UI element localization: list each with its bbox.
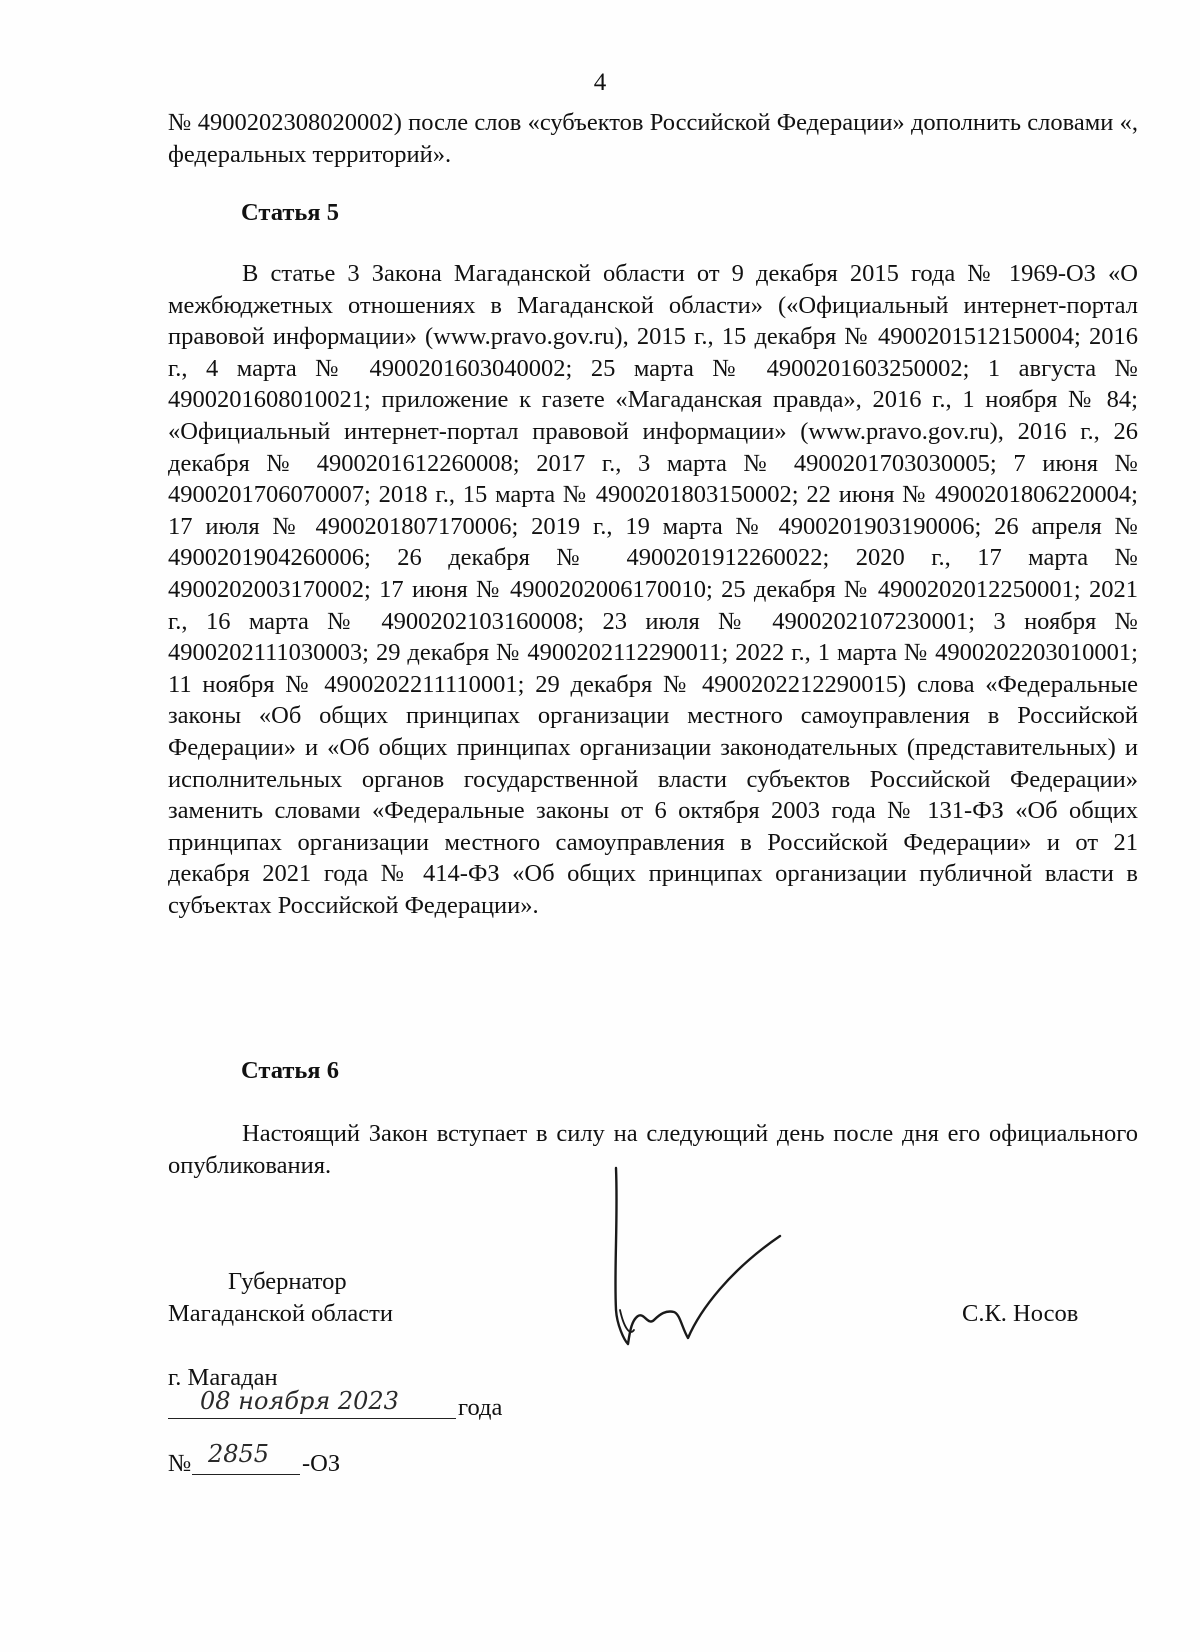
article-6-heading: Статья 6 [241, 1057, 339, 1084]
number-prefix: № [168, 1450, 192, 1477]
signatory-title-line2: Магаданской области [168, 1300, 393, 1327]
intro-text: № 4900202308020002) после слов «субъектов Российской Федерации» дополнить словами «, федеральных территорий». [168, 109, 1138, 168]
handwritten-signature [600, 1160, 800, 1360]
date-underline [168, 1418, 456, 1419]
signatory-title-line1: Губернатор [228, 1268, 347, 1295]
year-suffix: года [458, 1394, 503, 1421]
intro-paragraph [168, 107, 1138, 170]
article-6-text: Настоящий Закон вступает в силу на следующий день после дня его официального опубликования. [168, 1120, 1138, 1179]
number-suffix: -ОЗ [302, 1450, 341, 1477]
number-handwritten: 2855 [208, 1440, 270, 1468]
page-number: 4 [593, 69, 607, 96]
article-5-heading: Статья 5 [241, 199, 339, 226]
article-5-paragraph [168, 258, 1138, 921]
date-handwritten: 08 ноября 2023 [200, 1387, 399, 1415]
city: г. Магадан [168, 1364, 278, 1391]
article-5-text: В статье 3 Закона Магаданской области от 9 декабря 2015 года № 1969-ОЗ «О межбюджетных отношениях в Магаданской области» («Официальный интернет-портал правовой информации» (www.pravo.gov.ru), 2015 г., 15 декабря № 4900201512150004; 2016 г., 4 марта № 4900201603040002; 25 марта № 4900201603250002; 1 августа № 4900201608010021; приложение к газете «Магаданская правда», 2016 г., 1 ноября № 84; «Официальный интернет-портал правовой информации» (www.pravo.gov.ru), 2016 г., 26 декабря № 4900201612260008; 2017 г., 3 марта № 4900201703030005; 7 июня № 4900201706070007; 2018 г., 15 марта № 4900201803150002; 22 июня № 4900201806220004; 17 июля № 4900201807170006; 2019 г., 19 марта № 4900201903190006; 26 апреля № 4900201904260006; 26 декабря № 4900201912260022; 2020 г., 17 марта № 4900202003170002; 17 июня № 4900202006170010; 25 декабря № 4900202012250001; 2021 г., 16 марта № 4900202103160008; 23 июля № 4900202107230001; 3 ноября № 4900202111030003; 29 декабря № 4900202112290011; 2022 г., 1 марта № 4900202203010001; 11 ноября № 4900202211110001; 29 декабря № 4900202212290015) слова «Федеральные законы «Об общих принципах организации местного самоуправления в Российской Федерации» и «Об общих принципах организации законодательных (представительных) и исполнительных органов государственной власти субъектов Российской Федерации» заменить словами «Федеральные законы от 6 октября 2003 года № 131-ФЗ «Об общих принципах организации местного самоуправления в Российской Федерации» и от 21 декабря 2021 года № 414-ФЗ «Об общих принципах организации публичной власти в субъектах Российской Федерации». [168, 260, 1138, 919]
number-underline [192, 1474, 300, 1475]
signatory-name: С.К. Носов [962, 1300, 1079, 1327]
